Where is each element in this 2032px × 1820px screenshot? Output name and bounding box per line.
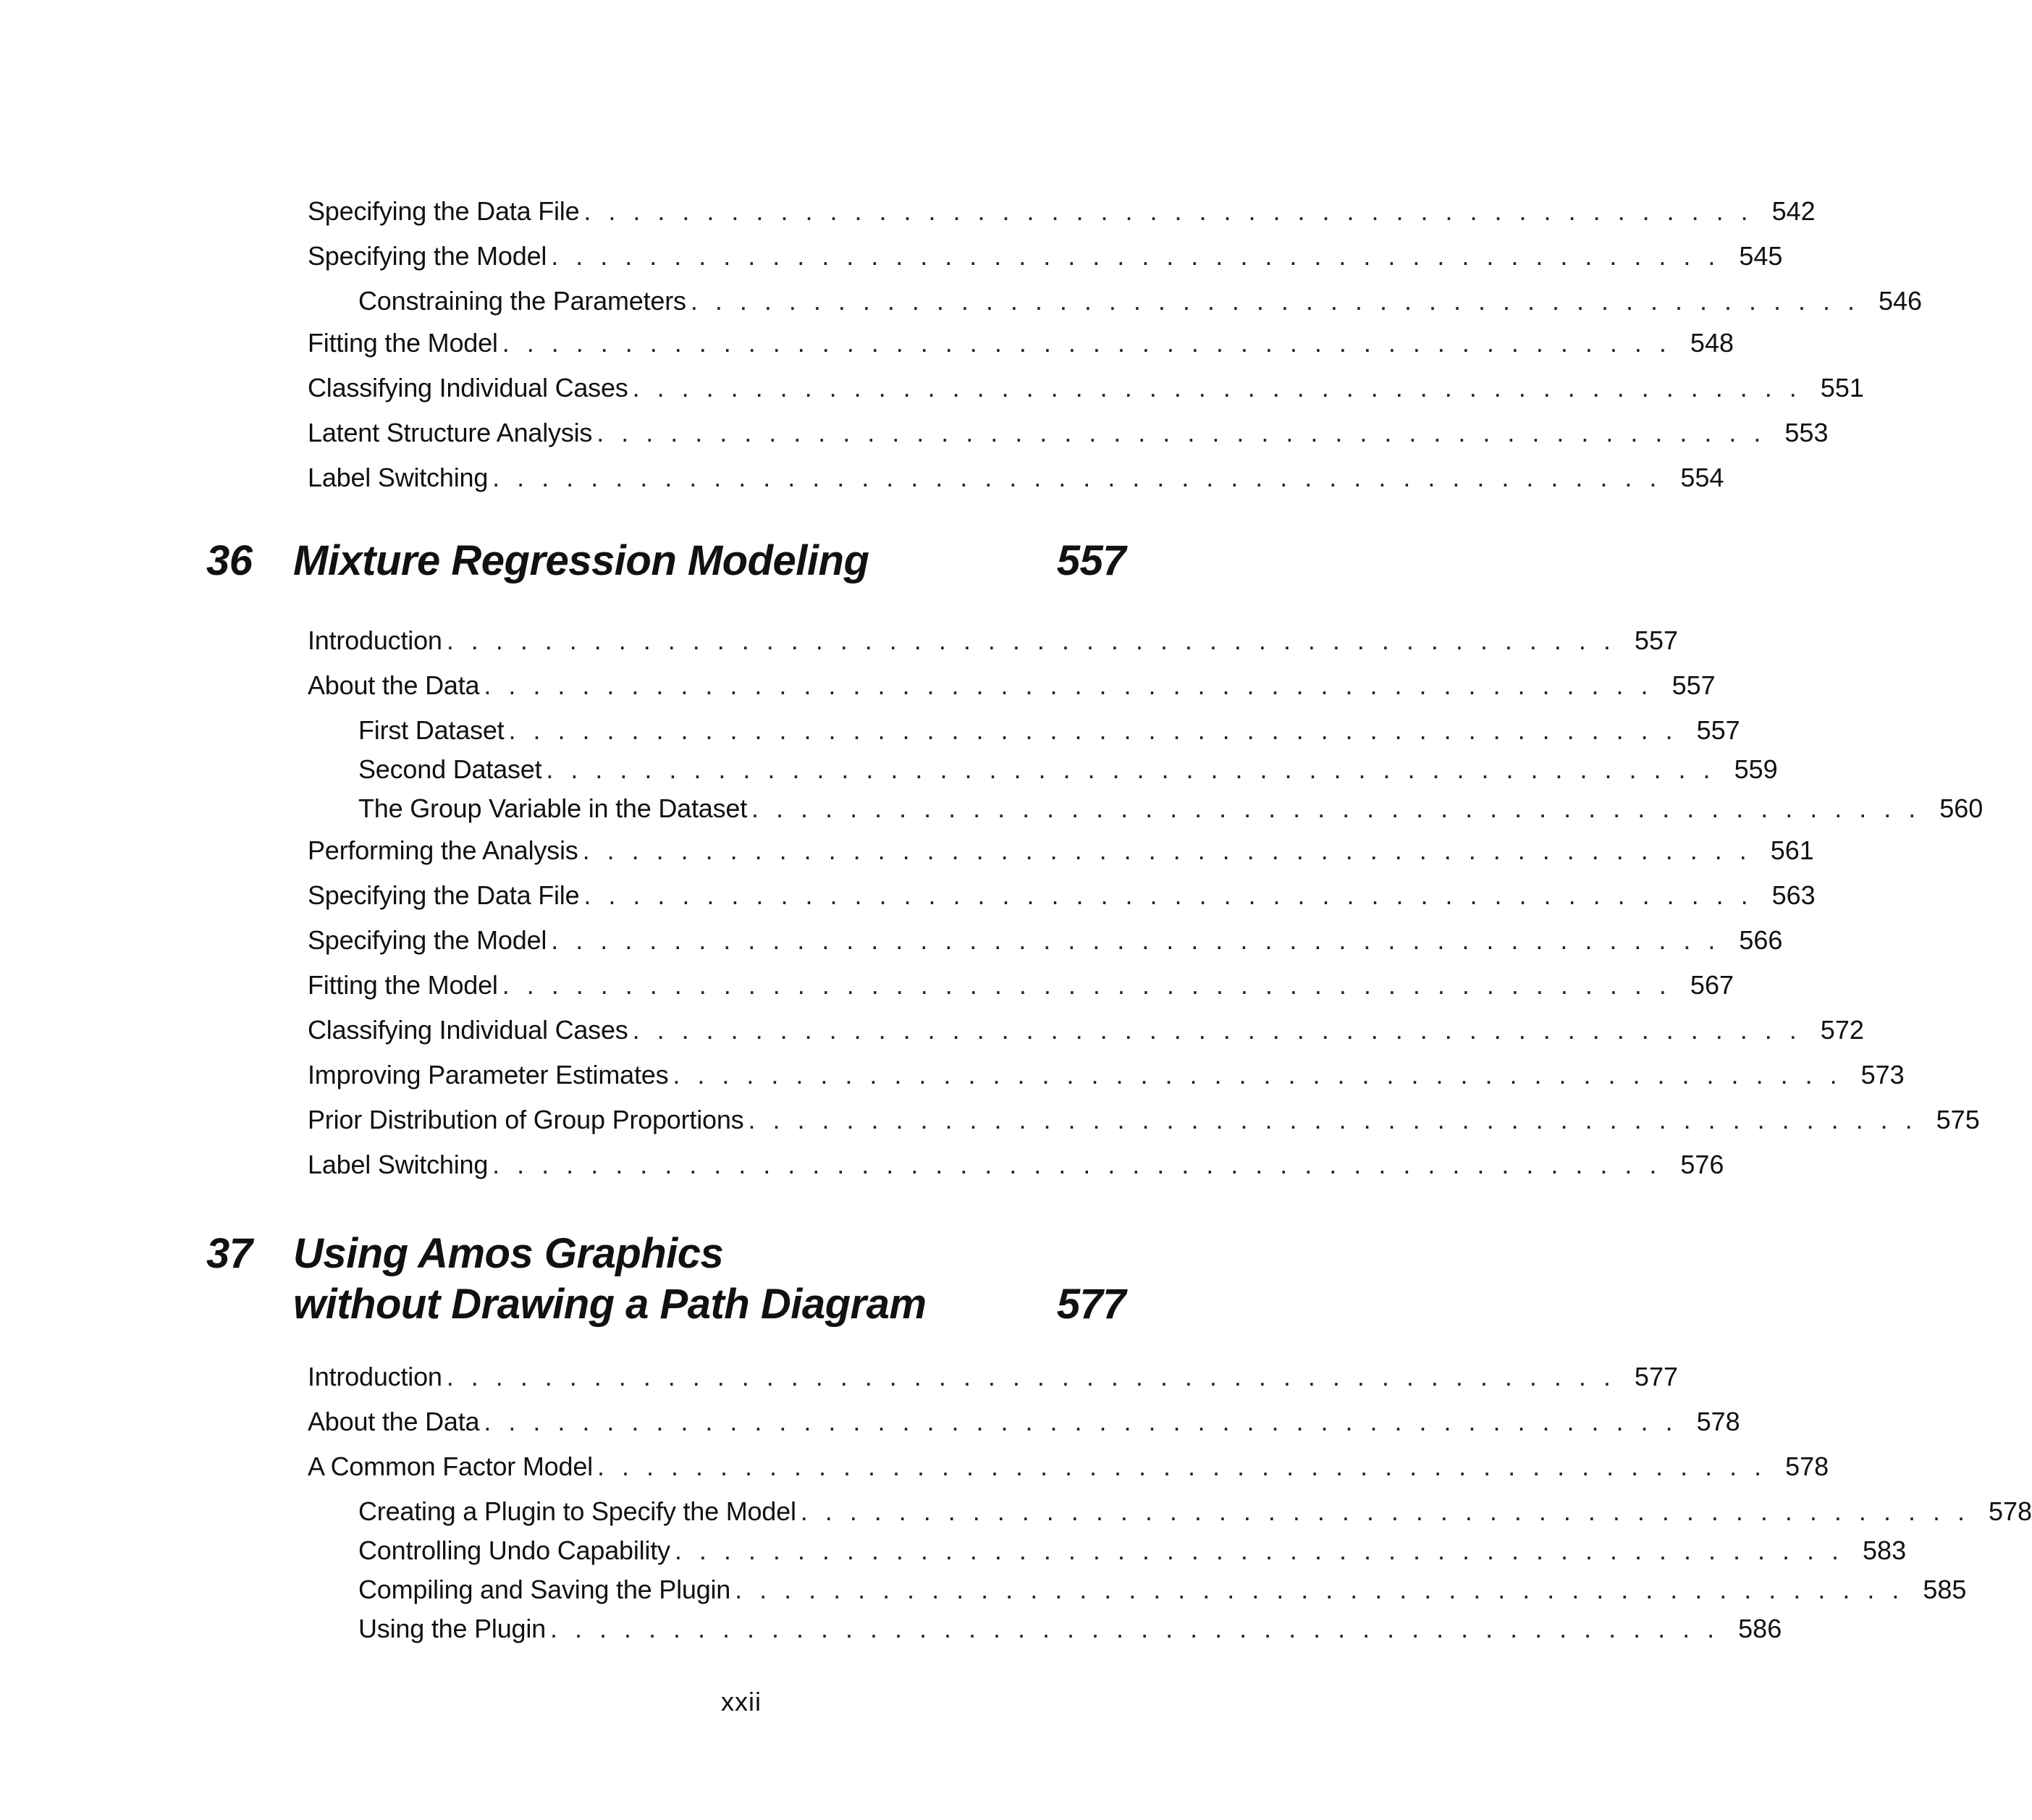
dot-leader: . . . . . . . . . . . . . . . . . . . . . . . . . . . . . . . . . . . . . . . . . . . . . . . .	[551, 925, 1721, 955]
dot-leader: . . . . . . . . . . . . . . . . . . . . . . . . . . . . . . . . . . . . . . . . . . . . . . . .	[751, 793, 1921, 823]
chapter-number: 37	[206, 1230, 253, 1277]
dot-leader: . . . . . . . . . . . . . . . . . . . . . . . . . . . . . . . . . . . . . . . . . . . . . . . .	[632, 373, 1802, 403]
toc-subentry[interactable]: Using the Plugin . . . . . . . . . . . . . . . . . . . . . . . . . . . . . . . . . . . . . . . . . . . . . . . . 586	[358, 1614, 1782, 1643]
page-number: xxii	[721, 1687, 762, 1716]
toc-entry[interactable]: Classifying Individual Cases . . . . . . . . . . . . . . . . . . . . . . . . . . . . . . . . . . . . . . . . . . . . . . . . 572	[308, 1015, 1864, 1045]
toc-entry[interactable]: Fitting the Model . . . . . . . . . . . . . . . . . . . . . . . . . . . . . . . . . . . . . . . . . . . . . . . . 567	[308, 970, 1734, 1000]
dot-leader: . . . . . . . . . . . . . . . . . . . . . . . . . . . . . . . . . . . . . . . . . . . . . . . .	[596, 418, 1766, 447]
toc-entry[interactable]: Specifying the Model . . . . . . . . . . . . . . . . . . . . . . . . . . . . . . . . . . . . . . . . . . . . . . . . 566	[308, 925, 1783, 955]
dot-leader: . . . . . . . . . . . . . . . . . . . . . . . . . . . . . . . . . . . . . . . . . . . . . . . . .	[484, 1407, 1678, 1436]
dot-leader: . . . . . . . . . . . . . . . . . . . . . . . . . . . . . . . . . . . . . . . . . . . . . . . .	[502, 328, 1671, 358]
dot-leader: . . . . . . . . . . . . . . . . . . . . . . . . . . . . . . . . . . . . . . . . . . . . . . . .	[508, 715, 1678, 745]
toc-entry[interactable]: About the Data . . . . . . . . . . . . . . . . . . . . . . . . . . . . . . . . . . . . . . . . . . . . . . . . . 578	[308, 1407, 1740, 1436]
chapter-title-line1: Using Amos Graphics	[293, 1230, 724, 1277]
dot-leader: . . . . . . . . . . . . . . . . . . . . . . . . . . . . . . . . . . . . . . . . . . . . . . . .	[492, 463, 1662, 492]
toc-entry[interactable]: Latent Structure Analysis . . . . . . . . . . . . . . . . . . . . . . . . . . . . . . . . . . . . . . . . . . . . . . . . 553	[308, 418, 1829, 447]
dot-leader: . . . . . . . . . . . . . . . . . . . . . . . . . . . . . . . . . . . . . . . . . . . . . . . .	[546, 754, 1716, 784]
dot-leader: . . . . . . . . . . . . . . . . . . . . . . . . . . . . . . . . . . . . . . . . . . . . . . . .	[551, 241, 1721, 271]
chapter-title: Mixture Regression Modeling	[293, 537, 869, 584]
toc-subentry[interactable]: Controlling Undo Capability . . . . . . . . . . . . . . . . . . . . . . . . . . . . . . . . . . . . . . . . . . . . . . . . 583	[358, 1535, 1907, 1565]
dot-leader: . . . . . . . . . . . . . . . . . . . . . . . . . . . . . . . . . . . . . . . . . . . . . . . .	[583, 880, 1753, 910]
toc-entry[interactable]: Classifying Individual Cases . . . . . . . . . . . . . . . . . . . . . . . . . . . . . . . . . . . . . . . . . . . . . . . . 551	[308, 373, 1864, 403]
chapter-number: 36	[206, 537, 253, 584]
dot-leader: . . . . . . . . . . . . . . . . . . . . . . . . . . . . . . . . . . . . . . . . . . . . . . . .	[632, 1015, 1802, 1045]
dot-leader: . . . . . . . . . . . . . . . . . . . . . . . . . . . . . . . . . . . . . . . . . . . . . . . .	[446, 625, 1616, 655]
toc-subentry[interactable]: The Group Variable in the Dataset . . . . . . . . . . . . . . . . . . . . . . . . . . . . . . . . . . . . . . . . . . . . . . . . 560	[358, 793, 1983, 823]
toc-entry[interactable]: About the Data . . . . . . . . . . . . . . . . . . . . . . . . . . . . . . . . . . . . . . . . . . . . . . . . 557	[308, 670, 1716, 700]
dot-leader: . . . . . . . . . . . . . . . . . . . . . . . . . . . . . . . . . . . . . . . . . . . . . . . .	[484, 670, 1653, 700]
toc-entry[interactable]: Label Switching . . . . . . . . . . . . . . . . . . . . . . . . . . . . . . . . . . . . . . . . . . . . . . . . 554	[308, 463, 1724, 492]
toc-subentry[interactable]: First Dataset . . . . . . . . . . . . . . . . . . . . . . . . . . . . . . . . . . . . . . . . . . . . . . . . 557	[358, 715, 1740, 745]
toc-entry[interactable]: Specifying the Data File . . . . . . . . . . . . . . . . . . . . . . . . . . . . . . . . . . . . . . . . . . . . . . . . 563	[308, 880, 1816, 910]
chapter-title-line2: without Drawing a Path Diagram	[293, 1281, 927, 1328]
dot-leader: . . . . . . . . . . . . . . . . . . . . . . . . . . . . . . . . . . . . . . . . . . . . . . . .	[492, 1150, 1662, 1179]
toc-entry[interactable]: Prior Distribution of Group Proportions . . . . . . . . . . . . . . . . . . . . . . . . . . . . . . . . . . . . . . . . . . . . . . . . 575	[308, 1105, 1980, 1134]
dot-leader: . . . . . . . . . . . . . . . . . . . . . . . . . . . . . . . . . . . . . . . . . . . . . . . .	[549, 1614, 1720, 1643]
dot-leader: . . . . . . . . . . . . . . . . . . . . . . . . . . . . . . . . . . . . . . . . . . . . . . . .	[582, 835, 1752, 865]
toc-entry[interactable]: Specifying the Data File . . . . . . . . . . . . . . . . . . . . . . . . . . . . . . . . . . . . . . . . . . . . . . . . 542	[308, 196, 1816, 226]
dot-leader: . . . . . . . . . . . . . . . . . . . . . . . . . . . . . . . . . . . . . . . . . . . . . . . .	[583, 196, 1753, 226]
dot-leader: . . . . . . . . . . . . . . . . . . . . . . . . . . . . . . . . . . . . . . . . . . . . . . . .	[735, 1575, 1905, 1604]
dot-leader: . . . . . . . . . . . . . . . . . . . . . . . . . . . . . . . . . . . . . . . . . . . . . . . .	[596, 1452, 1767, 1481]
dot-leader: . . . . . . . . . . . . . . . . . . . . . . . . . . . . . . . . . . . . . . . . . . . . . . . .	[690, 286, 1860, 316]
dot-leader: . . . . . . . . . . . . . . . . . . . . . . . . . . . . . . . . . . . . . . . . . . . . . . . .	[446, 1362, 1616, 1391]
toc-entry[interactable]: Specifying the Model . . . . . . . . . . . . . . . . . . . . . . . . . . . . . . . . . . . . . . . . . . . . . . . . 545	[308, 241, 1783, 271]
dot-leader: . . . . . . . . . . . . . . . . . . . . . . . . . . . . . . . . . . . . . . . . . . . . . . . .	[800, 1496, 1970, 1526]
toc-entry[interactable]: Introduction . . . . . . . . . . . . . . . . . . . . . . . . . . . . . . . . . . . . . . . . . . . . . . . . 557	[308, 625, 1678, 655]
dot-leader: . . . . . . . . . . . . . . . . . . . . . . . . . . . . . . . . . . . . . . . . . . . . . . . .	[673, 1060, 1842, 1090]
toc-entry[interactable]: Introduction . . . . . . . . . . . . . . . . . . . . . . . . . . . . . . . . . . . . . . . . . . . . . . . . 577	[308, 1362, 1678, 1391]
toc-subentry[interactable]: Creating a Plugin to Specify the Model . . . . . . . . . . . . . . . . . . . . . . . . . . . . . . . . . . . . . . . . . . . . . . . . 578	[358, 1496, 2032, 1526]
dot-leader: . . . . . . . . . . . . . . . . . . . . . . . . . . . . . . . . . . . . . . . . . . . . . . . .	[748, 1105, 1918, 1134]
chapter-page: 577	[1056, 1281, 1126, 1328]
toc-subentry[interactable]: Constraining the Parameters . . . . . . . . . . . . . . . . . . . . . . . . . . . . . . . . . . . . . . . . . . . . . . . . 546	[358, 286, 1923, 316]
toc-entry[interactable]: Performing the Analysis . . . . . . . . . . . . . . . . . . . . . . . . . . . . . . . . . . . . . . . . . . . . . . . . 561	[308, 835, 1814, 865]
dot-leader: . . . . . . . . . . . . . . . . . . . . . . . . . . . . . . . . . . . . . . . . . . . . . . . .	[674, 1535, 1845, 1565]
toc-entry[interactable]: Label Switching . . . . . . . . . . . . . . . . . . . . . . . . . . . . . . . . . . . . . . . . . . . . . . . . 576	[308, 1150, 1724, 1179]
toc-subentry[interactable]: Second Dataset . . . . . . . . . . . . . . . . . . . . . . . . . . . . . . . . . . . . . . . . . . . . . . . . 559	[358, 754, 1778, 784]
toc-entry[interactable]: Improving Parameter Estimates . . . . . . . . . . . . . . . . . . . . . . . . . . . . . . . . . . . . . . . . . . . . . . . . 573	[308, 1060, 1905, 1090]
toc-entry[interactable]: A Common Factor Model . . . . . . . . . . . . . . . . . . . . . . . . . . . . . . . . . . . . . . . . . . . . . . . . 578	[308, 1452, 1829, 1481]
chapter-page: 557	[1056, 537, 1126, 584]
toc-entry[interactable]: Fitting the Model . . . . . . . . . . . . . . . . . . . . . . . . . . . . . . . . . . . . . . . . . . . . . . . . 548	[308, 328, 1734, 358]
toc-subentry[interactable]: Compiling and Saving the Plugin . . . . . . . . . . . . . . . . . . . . . . . . . . . . . . . . . . . . . . . . . . . . . . . . 585	[358, 1575, 1967, 1604]
dot-leader: . . . . . . . . . . . . . . . . . . . . . . . . . . . . . . . . . . . . . . . . . . . . . . . .	[502, 970, 1671, 1000]
